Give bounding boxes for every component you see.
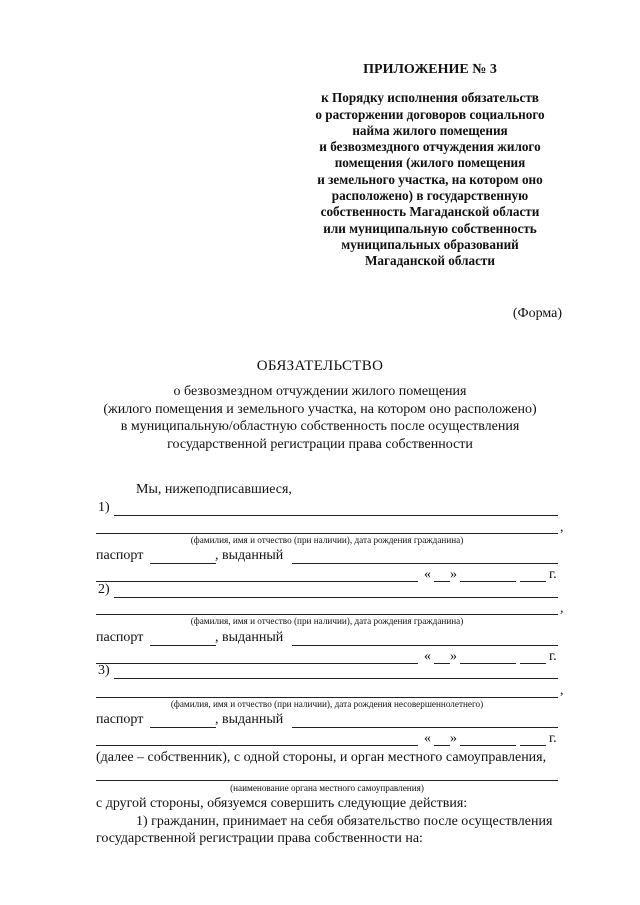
appendix-line: помещения (жилого помещения xyxy=(334,155,526,171)
person1-name-line[interactable] xyxy=(114,515,558,516)
quote-close: » xyxy=(450,731,457,746)
person1-name-line-2[interactable] xyxy=(96,533,558,534)
appendix-line: или муниципальную собственность xyxy=(323,220,537,236)
appendix-line: собственность Магаданской области xyxy=(320,204,540,220)
appendix-line: расположено) в государственную xyxy=(331,188,529,204)
person3-issued-by-line[interactable] xyxy=(292,727,558,728)
appendix-line: и земельного участка, на котором оно xyxy=(317,171,543,187)
person2-caption: (фамилия, имя и отчество (при наличии), дата рождения гражданина) xyxy=(190,616,464,626)
item1-line1: 1) гражданин, принимает на себя обязательство после осуществления xyxy=(136,814,553,829)
year-suffix: г. xyxy=(549,731,557,746)
person3-day-line[interactable] xyxy=(434,745,450,746)
person3-name-line-2[interactable] xyxy=(96,697,558,698)
person3-month-line[interactable] xyxy=(460,745,516,746)
person1-passport-label: паспорт xyxy=(96,548,144,563)
item1-line2: государственной регистрации права собственности на: xyxy=(96,831,423,846)
person2-name-line-2[interactable] xyxy=(96,614,558,615)
person3-issued-by-line-2[interactable] xyxy=(96,745,418,746)
quote-open: « xyxy=(424,649,431,664)
person2-issued-label: , выданный xyxy=(215,630,284,645)
subtitle-line: (жилого помещения и земельного участка, на котором оно расположено) xyxy=(103,401,537,417)
subtitle-line: в муниципальную/областную собственность после осуществления xyxy=(120,419,520,435)
appendix-line: и безвозмездного отчуждения жилого xyxy=(319,139,541,155)
quote-close: » xyxy=(450,649,457,664)
person2-number: 2) xyxy=(98,582,110,597)
quote-close: » xyxy=(450,567,457,582)
person2-month-line[interactable] xyxy=(460,663,516,664)
person1-issued-by-line[interactable] xyxy=(292,563,558,564)
document-title: ОБЯЗАТЕЛЬСТВО xyxy=(256,358,384,374)
person3-year-line[interactable] xyxy=(520,745,546,746)
appendix-line: муниципальных образований xyxy=(341,236,519,252)
person3-name-line[interactable] xyxy=(114,678,558,679)
person3-passport-number-line[interactable] xyxy=(150,727,216,728)
comma: , xyxy=(560,520,564,535)
person3-issued-label: , выданный xyxy=(215,712,284,727)
other-side-text: с другой стороны, обязуемся совершить следующие действия: xyxy=(96,796,468,811)
person3-caption: (фамилия, имя и отчество (при наличии), дата рождения несовершеннолетнего) xyxy=(170,699,484,709)
appendix-title: ПРИЛОЖЕНИЕ № 3 xyxy=(363,62,497,77)
quote-open: « xyxy=(424,567,431,582)
appendix-line: найма жилого помещения xyxy=(352,122,508,138)
person1-passport-number-line[interactable] xyxy=(150,563,216,564)
person2-issued-by-line-2[interactable] xyxy=(96,663,418,664)
comma: , xyxy=(560,683,564,698)
appendix-header xyxy=(300,62,560,270)
person1-month-line[interactable] xyxy=(460,581,516,582)
appendix-line: Магаданской области xyxy=(364,253,496,269)
quote-open: « xyxy=(424,731,431,746)
appendix-line: к Порядку исполнения обязательств xyxy=(321,90,539,106)
intro-text: Мы, нижеподписавшиеся, xyxy=(136,482,292,497)
person1-issued-by-line-2[interactable] xyxy=(96,581,418,582)
document-subtitle xyxy=(60,383,580,453)
year-suffix: г. xyxy=(549,567,557,582)
person1-caption: (фамилия, имя и отчество (при наличии), дата рождения гражданина) xyxy=(190,535,464,545)
comma: , xyxy=(560,601,564,616)
person1-number: 1) xyxy=(98,500,110,515)
form-label: (Форма) xyxy=(512,306,562,321)
subtitle-line: о безвозмездном отчуждении жилого помещения xyxy=(173,384,467,399)
person2-passport-number-line[interactable] xyxy=(150,645,216,646)
person1-issued-label: , выданный xyxy=(215,548,284,563)
person2-name-line[interactable] xyxy=(114,597,558,598)
person2-issued-by-line[interactable] xyxy=(292,645,558,646)
person2-passport-label: паспорт xyxy=(96,630,144,645)
person3-passport-label: паспорт xyxy=(96,712,144,727)
person2-day-line[interactable] xyxy=(434,663,450,664)
year-suffix: г. xyxy=(549,649,557,664)
person1-day-line[interactable] xyxy=(434,581,450,582)
subtitle-line: государственной регистрации права собственности xyxy=(167,436,473,452)
owner-clause: (далее – собственник), с одной стороны, и орган местного самоуправления, xyxy=(96,750,547,765)
authority-caption: (наименование органа местного самоуправления) xyxy=(230,783,424,793)
person2-year-line[interactable] xyxy=(520,663,546,664)
person3-number: 3) xyxy=(98,663,110,678)
appendix-line: о расторжении договоров социального xyxy=(315,106,545,122)
authority-name-line[interactable] xyxy=(96,780,558,781)
person1-year-line[interactable] xyxy=(520,581,546,582)
